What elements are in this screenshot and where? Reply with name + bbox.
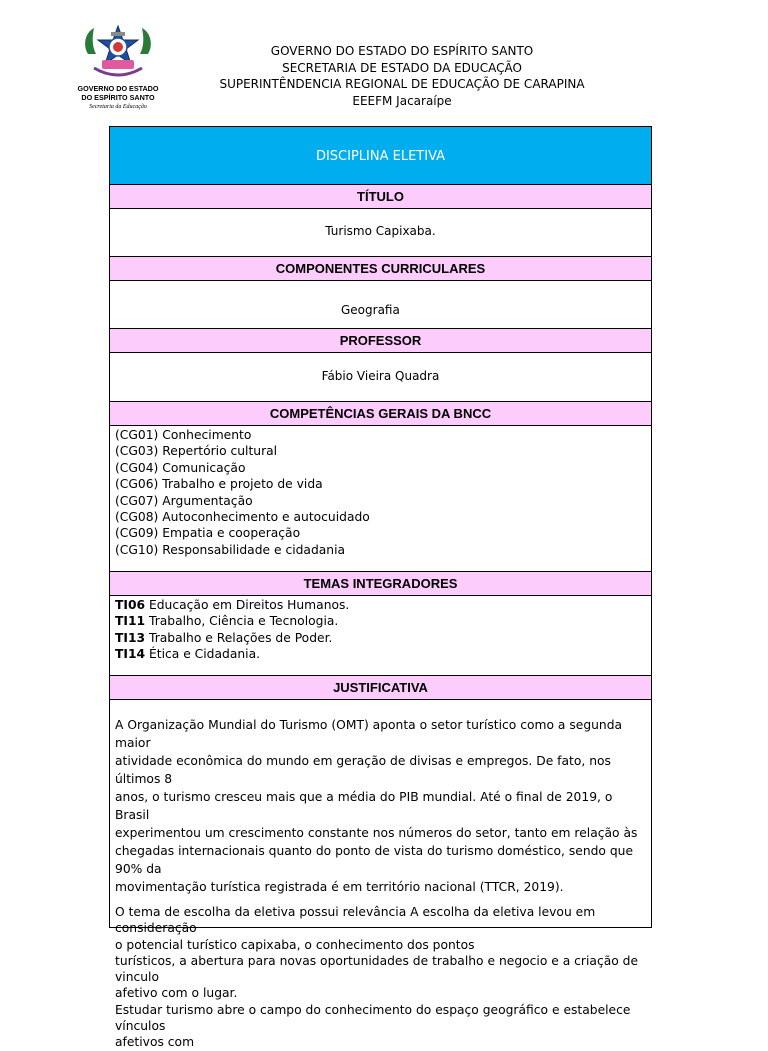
competencias-list bbox=[110, 425, 651, 571]
professor-value: Fábio Vieira Quadra bbox=[110, 352, 651, 401]
tema-code: TI11 bbox=[115, 614, 146, 629]
text-line: afetivo com o lugar. bbox=[115, 986, 238, 1001]
componentes-value: Geografia bbox=[110, 280, 651, 328]
list-item bbox=[115, 597, 646, 613]
text-line: movimentação turística registrada é em território nacional (TTCR, 2019). bbox=[115, 880, 564, 894]
state-coat-of-arms-logo bbox=[66, 24, 170, 116]
tema-text: Educação em Direitos Humanos. bbox=[145, 598, 350, 612]
list-item: (CG01) Conhecimento bbox=[115, 428, 252, 442]
text-line: atividade econômica do mundo em geração de divisas e empregos. De fato, nos últimos 8 bbox=[115, 754, 611, 786]
temas-list bbox=[110, 595, 651, 675]
elective-form bbox=[109, 126, 652, 1050]
text-line: turísticos, a abertura para novas oportunidades de trabalho e negocio e a criação de vinculo bbox=[115, 953, 639, 985]
list-item: (CG08) Autoconhecimento e autocuidado bbox=[115, 510, 370, 525]
tema-text: Ética e Cidadania. bbox=[145, 647, 261, 662]
header-secretariat: SECRETARIA DE ESTADO DA EDUCAÇÃO bbox=[282, 60, 522, 75]
text-line: Estudar turismo abre o campo do conhecimento do espaço geográfico e estabelece vínculos bbox=[115, 1002, 631, 1034]
text-line: experimentou um crescimento constante nos números do setor, tanto em relação às bbox=[115, 826, 638, 840]
logo-line-1: GOVERNO DO ESTADO bbox=[77, 84, 159, 93]
temas-header: TEMAS INTEGRADORES bbox=[110, 571, 651, 595]
list-item: (CG07) Argumentação bbox=[115, 493, 253, 508]
text-line: O tema de escolha da eletiva possui relevância A escolha da eletiva levou em consideração bbox=[115, 905, 596, 936]
justificativa-text bbox=[110, 699, 651, 1050]
tema-code: TI06 bbox=[115, 598, 146, 612]
titulo-header: TÍTULO bbox=[110, 184, 651, 208]
list-item: (CG06) Trabalho e projeto de vida bbox=[115, 477, 323, 492]
componentes-header: COMPONENTES CURRICULARES bbox=[110, 256, 651, 280]
justificativa-paragraph-1 bbox=[115, 716, 646, 896]
list-item: (CG04) Comunicação bbox=[115, 460, 246, 475]
form-banner: DISCIPLINA ELETIVA bbox=[110, 127, 651, 184]
justificativa-header: JUSTIFICATIVA bbox=[110, 675, 651, 699]
list-item bbox=[115, 630, 646, 646]
list-item: (CG09) Empatia e cooperação bbox=[115, 526, 301, 541]
text-line: A Organização Mundial do Turismo (OMT) aponta o setor turístico como a segunda maior bbox=[115, 718, 623, 750]
logo-line-3: Secretaria da Educação bbox=[89, 104, 147, 110]
titulo-value: Turismo Capixaba. bbox=[110, 208, 651, 256]
header-school: EEEFM Jacaraípe bbox=[352, 93, 452, 108]
tema-text: Trabalho, Ciência e Tecnologia. bbox=[145, 614, 339, 629]
document-header bbox=[200, 43, 604, 109]
professor-header: PROFESSOR bbox=[110, 328, 651, 352]
text-line: o potencial turístico capixaba, o conhecimento dos pontos bbox=[115, 937, 475, 952]
tema-code: TI14 bbox=[115, 647, 146, 662]
list-item bbox=[115, 613, 646, 629]
tema-code: TI13 bbox=[115, 630, 146, 645]
list-item: (CG03) Repertório cultural bbox=[115, 444, 278, 459]
logo-line-2: DO ESPÍRITO SANTO bbox=[81, 93, 155, 102]
header-government: GOVERNO DO ESTADO DO ESPÍRITO SANTO bbox=[270, 44, 534, 58]
text-line: afetivos com bbox=[115, 1035, 195, 1050]
list-item: (CG10) Responsabilidade e cidadania bbox=[115, 542, 346, 557]
text-line: anos, o turismo cresceu mais que a média do PIB mundial. Até o final de 2019, o Brasil bbox=[115, 790, 613, 822]
competencias-header: COMPETÊNCIAS GERAIS DA BNCC bbox=[110, 401, 651, 425]
justificativa-paragraph-2 bbox=[115, 904, 646, 1051]
coat-of-arms-icon bbox=[80, 24, 156, 82]
tema-text: Trabalho e Relações de Poder. bbox=[145, 630, 333, 645]
header-superintendency: SUPERINTÊNDENCIA REGIONAL DE EDUCAÇÃO DE CARAPINA bbox=[219, 77, 585, 91]
text-line: chegadas internacionais quanto do ponto de vista do turismo doméstico, sendo que 90% da bbox=[115, 844, 634, 876]
list-item bbox=[115, 646, 646, 662]
